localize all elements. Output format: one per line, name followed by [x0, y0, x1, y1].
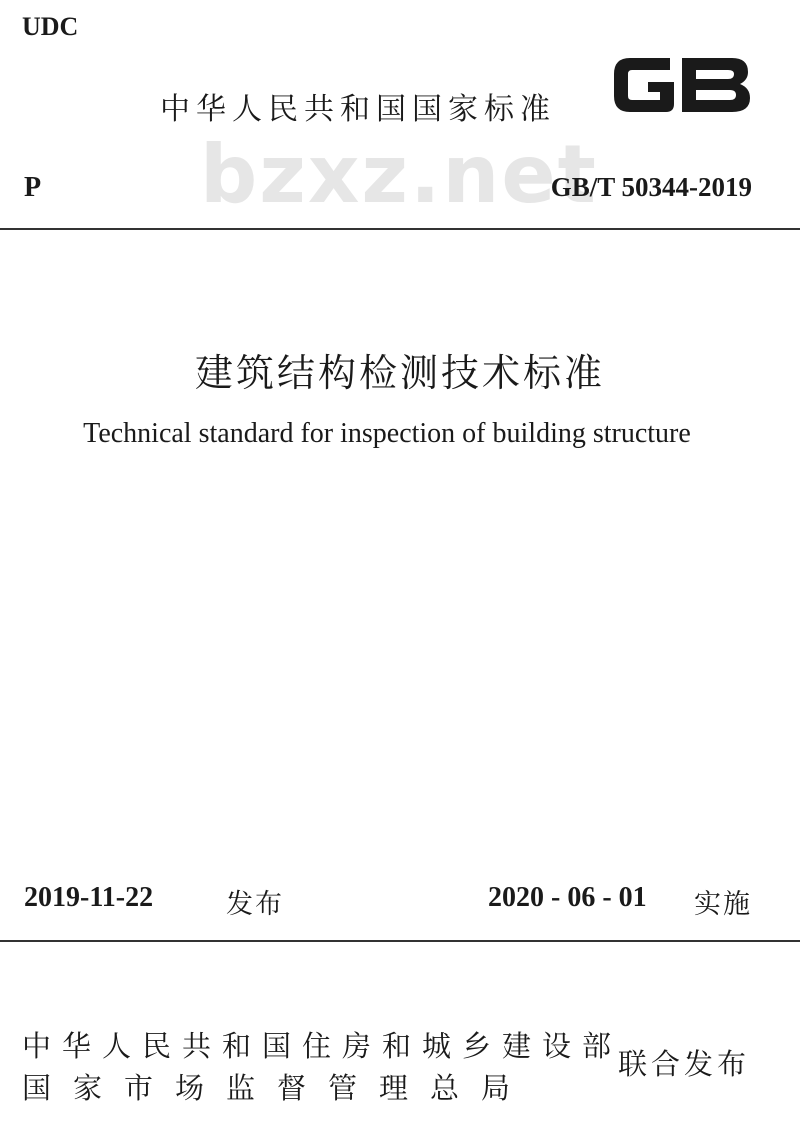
- standard-number: GB/T 50344-2019: [550, 172, 752, 202]
- joint-publish-label: 联合发布: [618, 1047, 751, 1081]
- implementation-label: 实施: [694, 889, 752, 920]
- issue-date: 2019-11-22: [24, 882, 154, 913]
- gb-logo: [608, 48, 754, 120]
- udc-label: UDC: [22, 12, 79, 41]
- category-code: P: [24, 172, 42, 203]
- publisher-line-2: 国家市场监督管理总局: [22, 1071, 533, 1105]
- watermark: bzxz.net: [200, 128, 598, 221]
- publisher-line-1: 中华人民共和国住房和城乡建设部: [22, 1029, 623, 1063]
- gb-logo-graphic: [608, 48, 754, 120]
- issue-label: 发布: [226, 889, 284, 920]
- national-standard-heading: 中华人民共和国国家标准: [160, 92, 556, 127]
- title-english: Technical standard for inspection of building structure: [83, 418, 691, 449]
- top-divider: [0, 228, 800, 230]
- implementation-date: 2020 - 06 - 01: [488, 882, 647, 913]
- bottom-divider: [0, 940, 800, 942]
- title-chinese: 建筑结构检测技术标准: [194, 351, 605, 395]
